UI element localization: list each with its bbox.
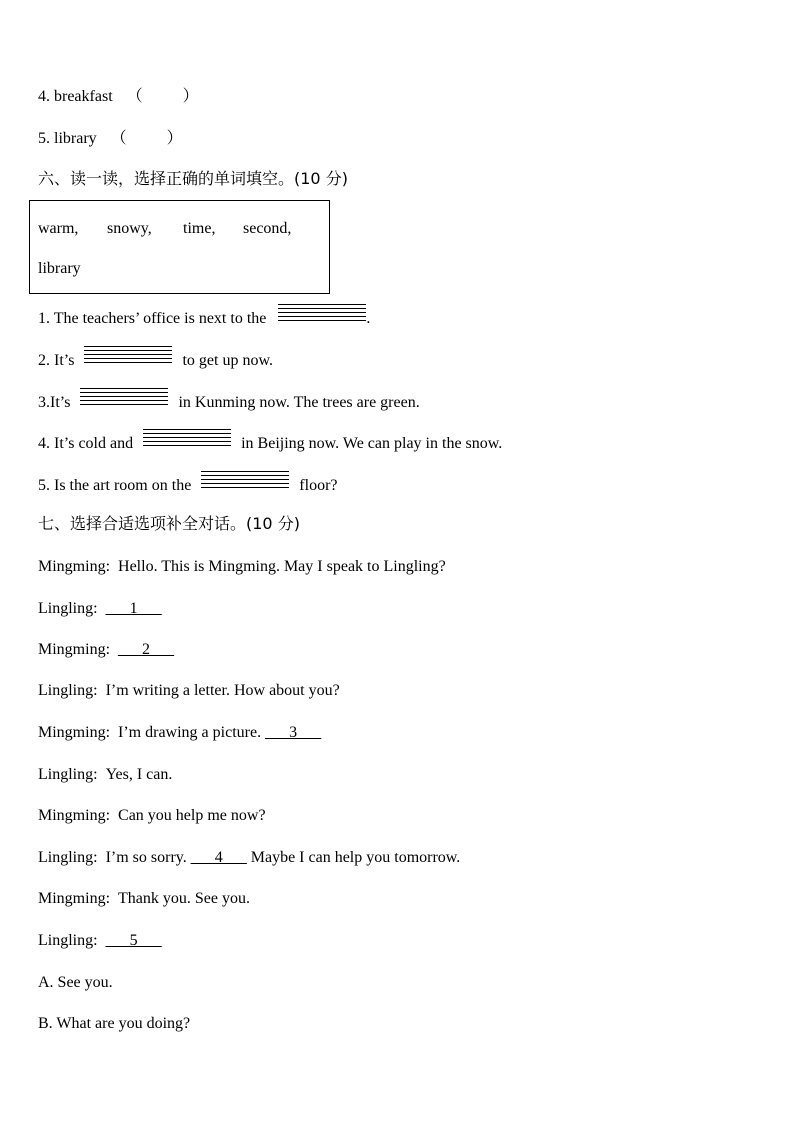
dialogue-speaker: Lingling: [38,766,98,783]
dialogue-line [38,640,174,660]
answer-blank[interactable]: ___4___ [190,849,247,866]
dialogue-speaker: Mingming: [38,890,111,907]
answer-blank[interactable] [143,434,231,454]
answer-blank[interactable] [278,309,366,329]
dialogue-line [38,848,460,868]
dialogue-text: Hello. This is Mingming. May I speak to Lingling? [118,558,446,575]
answer-blank[interactable] [84,351,172,371]
answer-blank[interactable] [201,476,289,496]
fill-blank-question [38,434,502,454]
dialogue-speaker: Mingming: [38,558,111,575]
dialogue-text-after: Maybe I can help you tomorrow. [250,849,461,866]
option-item: A. See you. [38,974,113,991]
dialogue-line [38,931,162,951]
answer-paren-open: （ [110,130,127,147]
question-text: 4. breakfast [38,88,113,105]
dialogue-line [38,681,340,701]
dialogue-speaker: Lingling: [38,849,98,866]
question-text-before: 1. The teachers’ office is next to the [38,310,267,327]
dialogue-line [38,889,250,909]
fill-blank-question [38,393,420,413]
dialogue-speaker: Lingling: [38,682,98,699]
question-text-before: 4. It’s cold and [38,435,134,452]
answer-paren-close: ） [166,130,183,147]
fill-blank-question [38,309,370,329]
dialogue-speaker: Lingling: [38,600,98,617]
answer-blank[interactable] [80,393,168,413]
dialogue-speaker: Mingming: [38,724,111,741]
word-bank-item: warm, [38,220,79,237]
answer-blank[interactable]: ___2___ [118,641,175,658]
answer-blank[interactable]: ___3___ [265,724,322,741]
question-item [38,87,199,107]
word-bank-item: library [38,260,81,277]
question-text-after: . [366,310,371,327]
word-bank-item: second, [243,220,292,237]
dialogue-line [38,765,172,785]
question-text-after: floor? [299,477,338,494]
question-text-before: 2. It’s [38,352,75,369]
dialogue-line [38,806,266,826]
question-text-after: in Kunming now. The trees are green. [178,394,420,411]
dialogue-line [38,723,321,743]
dialogue-text: Can you help me now? [118,807,266,824]
question-text-before: 3.It’s [38,394,71,411]
word-bank-item: time, [183,220,216,237]
dialogue-text: I’m drawing a picture. [118,724,262,741]
section-heading: 七、选择合适选项补全对话。(10 分) [38,514,300,533]
dialogue-speaker: Lingling: [38,932,98,949]
fill-blank-question [38,476,338,496]
option-item: B. What are you doing? [38,1015,191,1032]
answer-blank[interactable]: ___1___ [105,600,162,617]
word-bank-box [29,200,330,294]
dialogue-text: Thank you. See you. [118,890,250,907]
dialogue-line [38,557,446,577]
answer-blank[interactable]: ___5___ [105,932,162,949]
dialogue-text: I’m writing a letter. How about you? [105,682,340,699]
question-text-before: 5. Is the art room on the [38,477,192,494]
answer-paren-close: ） [182,88,199,105]
question-text-after: in Beijing now. We can play in the snow. [241,435,503,452]
dialogue-line [38,599,162,619]
fill-blank-question [38,351,273,371]
answer-paren-open: （ [126,88,143,105]
question-text-after: to get up now. [182,352,273,369]
dialogue-speaker: Mingming: [38,807,111,824]
question-text: 5. library [38,130,97,147]
dialogue-text: Yes, I can. [105,766,173,783]
word-bank-item: snowy, [107,220,152,237]
dialogue-text: I’m so sorry. [105,849,187,866]
dialogue-speaker: Mingming: [38,641,111,658]
section-heading: 六、读一读，选择正确的单词填空。(10 分) [38,169,348,188]
question-item [38,129,183,149]
